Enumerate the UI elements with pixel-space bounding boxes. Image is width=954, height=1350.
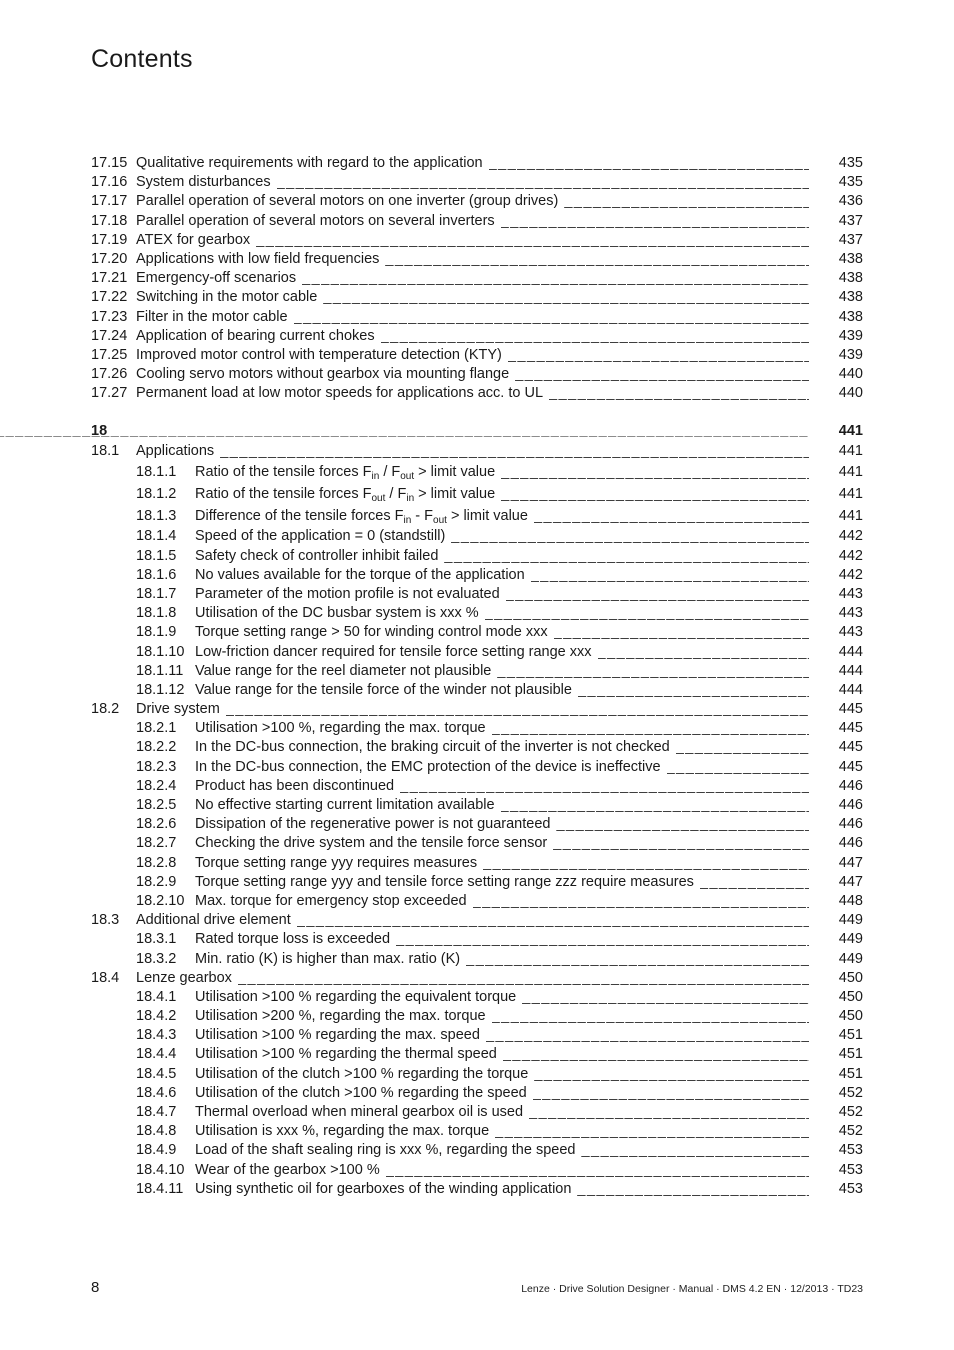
toc-entry-number: 18.2.1 <box>136 720 177 737</box>
toc-entry[interactable] <box>91 643 863 662</box>
title-fragment: > limit value <box>414 486 496 502</box>
toc-entry-number: 18.1.2 <box>136 486 177 502</box>
toc-entry[interactable] <box>91 604 863 623</box>
title-fragment: Difference of the tensile forces F <box>195 508 404 525</box>
toc-entry-number: 18.4.8 <box>136 1123 177 1140</box>
toc-entry[interactable] <box>91 681 863 700</box>
dot-leader <box>501 212 809 231</box>
toc-entry-page[interactable]: 435 <box>838 174 863 191</box>
toc-entry-page[interactable]: 443 <box>838 624 863 641</box>
toc-entry-number: 17.18 <box>91 212 128 229</box>
dot-leader <box>578 681 809 700</box>
dot-leader <box>444 547 809 566</box>
toc-entry[interactable] <box>91 1007 863 1026</box>
toc-entry[interactable] <box>91 1161 863 1180</box>
dot-leader <box>485 604 809 623</box>
dot-leader <box>492 719 809 738</box>
toc-entry-number: 17.16 <box>91 174 128 191</box>
toc-entry[interactable] <box>91 384 863 403</box>
toc-entry-page[interactable]: 436 <box>838 193 863 210</box>
toc-entry-number: 17.19 <box>91 231 128 248</box>
dot-leader <box>381 327 809 346</box>
toc-entry-title: Utilisation >100 %, regarding the max. torque <box>195 720 486 737</box>
toc-entry-number: 18.4.6 <box>136 1084 177 1101</box>
title-fragment: > limit value <box>414 463 496 480</box>
toc-entry-number: 18.2.9 <box>136 873 177 890</box>
toc-entry-number: 18.2.2 <box>136 739 177 756</box>
dot-leader <box>534 505 809 527</box>
toc-entry-title: Min. ratio (K) is higher than max. ratio (K) <box>195 950 461 967</box>
dot-leader <box>529 1103 809 1122</box>
toc-entry-title: Checking the drive system and the tensile force sensor <box>195 835 548 852</box>
toc-entry-page[interactable]: 451 <box>838 1027 863 1044</box>
toc-entry[interactable] <box>91 231 863 250</box>
dot-leader <box>531 566 809 585</box>
toc-entry[interactable] <box>91 623 863 642</box>
toc-entry-number: 18.1.9 <box>136 624 177 641</box>
dot-leader <box>400 777 809 796</box>
toc-entry-number: 18.4.2 <box>136 1008 177 1025</box>
toc-entry-page[interactable]: 444 <box>838 681 863 698</box>
subscript: in <box>406 493 415 504</box>
dot-leader <box>554 623 809 642</box>
toc-entry-page[interactable]: 438 <box>838 289 863 306</box>
toc-entry-number: 17.15 <box>91 155 128 171</box>
toc-entry-page[interactable]: 437 <box>838 212 863 229</box>
dot-leader <box>483 854 809 873</box>
toc-entry-title: Filter in the motor cable <box>136 308 288 325</box>
toc-entry-title: Parallel operation of several motors on several inverters <box>136 212 495 229</box>
toc-entry-page[interactable]: 438 <box>838 270 863 287</box>
toc-entry[interactable] <box>91 873 863 892</box>
toc-entry[interactable] <box>91 950 863 969</box>
toc-entry-number: 18.2.7 <box>136 835 177 852</box>
toc-entry-number: 18.3 <box>91 912 120 929</box>
toc-entry-title: Using synthetic oil for gearboxes of the winding application <box>195 1180 572 1197</box>
toc-entry-title: In the DC-bus connection, the braking circuit of the inverter is not checked <box>195 739 670 756</box>
toc-entry-title: Cooling servo motors without gearbox via mounting flange <box>136 366 510 383</box>
toc-entry[interactable] <box>91 815 863 834</box>
toc-entry-title: Value range for the reel diameter not plausible <box>195 662 492 679</box>
page-number: 8 <box>91 1279 100 1296</box>
toc-entry[interactable] <box>91 566 863 585</box>
toc-entry-page[interactable]: 441 <box>838 442 863 459</box>
toc-entry-title: No values available for the torque of the application <box>195 566 525 583</box>
toc-entry-title: Wear of the gearbox >100 % <box>195 1161 380 1178</box>
dot-leader <box>0 422 809 441</box>
toc-entry-number: 18.4.3 <box>136 1027 177 1044</box>
toc-entry-title: Load of the shaft sealing ring is xxx %, regarding the speed <box>195 1142 576 1159</box>
toc-entry-number: 17.22 <box>91 289 128 306</box>
toc-entry[interactable] <box>91 1122 863 1141</box>
dot-leader <box>238 969 809 988</box>
toc-entry[interactable] <box>91 892 863 911</box>
toc-entry-title <box>195 461 501 483</box>
toc-entry[interactable] <box>91 365 863 384</box>
dot-leader <box>534 1065 809 1084</box>
dot-leader <box>486 1026 809 1045</box>
toc-entry-number: 18.3.2 <box>136 950 177 967</box>
dot-leader <box>226 700 809 719</box>
toc-entry-page[interactable]: 446 <box>838 835 863 852</box>
toc-entry-page[interactable]: 446 <box>838 797 863 813</box>
toc-entry-number: 18.2.5 <box>136 797 177 813</box>
toc-entry-title: Utilisation of the clutch >100 % regarding the speed <box>195 1084 527 1101</box>
toc-entry[interactable] <box>91 154 863 173</box>
dot-leader <box>522 988 809 1007</box>
toc-entry[interactable] <box>91 173 863 192</box>
dot-leader <box>451 527 809 546</box>
page-title: Contents <box>91 44 193 73</box>
toc-entry-page[interactable]: 438 <box>838 308 863 325</box>
toc-entry-number: 18.2.4 <box>136 777 177 794</box>
toc-entry[interactable] <box>91 422 863 441</box>
toc-entry-title: Qualitative requirements with regard to the application <box>136 155 483 171</box>
toc-entry[interactable] <box>91 1065 863 1084</box>
toc-entry[interactable] <box>91 308 863 327</box>
dot-leader <box>577 1180 809 1199</box>
dot-leader <box>508 346 809 365</box>
toc-entry-title: Emergency-off scenarios <box>136 270 297 287</box>
toc-entry-page[interactable]: 439 <box>838 346 863 363</box>
dot-leader <box>598 643 809 662</box>
toc-entry-title: Utilisation >100 % regarding the max. speed <box>195 1027 480 1044</box>
dot-leader <box>302 269 809 288</box>
subscript: out <box>400 470 415 482</box>
toc-entry[interactable] <box>91 547 863 566</box>
footer-text: Lenze · Drive Solution Designer · Manual · DMS 4.2 EN · 12/2013 · TD23 <box>521 1283 863 1295</box>
toc-entry-page[interactable]: 445 <box>838 739 863 756</box>
toc-entry-number: 18.2 <box>91 701 120 718</box>
toc-entry-title <box>195 505 534 527</box>
toc-entry-title: Dissipation of the regenerative power is not guaranteed <box>195 816 551 833</box>
dot-leader <box>581 1141 809 1160</box>
toc-entry-page[interactable]: 444 <box>838 662 863 679</box>
toc-entry[interactable] <box>91 192 863 211</box>
toc-entry[interactable] <box>91 777 863 796</box>
toc-entry-page[interactable]: 447 <box>838 873 863 890</box>
dot-leader <box>506 585 809 604</box>
dot-leader <box>556 815 809 834</box>
toc-entry-number: 18.1.6 <box>136 566 177 583</box>
toc-entry-page[interactable]: 441 <box>838 486 863 502</box>
toc-entry[interactable] <box>91 1103 863 1122</box>
toc-entry-page[interactable]: 441 <box>838 423 863 440</box>
dot-leader <box>667 758 809 777</box>
dot-leader <box>297 911 809 930</box>
dot-leader <box>489 154 809 173</box>
toc-entry-page[interactable]: 440 <box>838 385 863 402</box>
toc-entry-title: Applications <box>136 442 215 459</box>
title-fragment: - F <box>411 508 434 525</box>
toc-entry-page[interactable]: 453 <box>838 1161 863 1178</box>
toc-entry-title: Value range for the tensile force of the winder not plausible <box>195 681 572 698</box>
toc-entry-page[interactable]: 449 <box>838 950 863 967</box>
toc-entry-page[interactable]: 447 <box>838 854 863 871</box>
toc-entry[interactable] <box>91 988 863 1007</box>
toc-entry-title: Additional drive element <box>136 912 291 929</box>
toc-entry-number: 18.1.7 <box>136 585 177 602</box>
toc-entry-page[interactable]: 442 <box>838 528 863 545</box>
toc-entry-title: Improved motor control with temperature detection (KTY) <box>136 346 502 363</box>
toc-entry[interactable] <box>91 969 863 988</box>
toc-entry-page[interactable]: 449 <box>838 912 863 929</box>
toc-entry[interactable] <box>91 796 863 815</box>
toc-entry-page[interactable]: 446 <box>838 816 863 833</box>
dot-leader <box>501 461 809 483</box>
toc-entry-number: 18.1 <box>91 442 120 459</box>
toc-entry-number: 17.20 <box>91 250 128 267</box>
dot-leader <box>473 892 809 911</box>
toc-entry-page[interactable]: 446 <box>838 777 863 794</box>
toc-entry-title: Safety check of controller inhibit failed <box>195 547 439 564</box>
toc-entry-title: ATEX for gearbox <box>136 231 251 248</box>
toc-entry-title: Permanent load at low motor speeds for applications acc. to UL <box>136 385 544 402</box>
toc-entry[interactable] <box>91 758 863 777</box>
dot-leader <box>501 796 809 815</box>
toc-entry-number: 18.1.8 <box>136 605 177 622</box>
toc-entry-title: Torque setting range > 50 for winding control mode xxx <box>195 624 548 641</box>
toc-entry-page[interactable]: 440 <box>838 366 863 383</box>
toc-entry-title: Utilisation >200 %, regarding the max. torque <box>195 1008 486 1025</box>
dot-leader <box>503 1045 809 1064</box>
subscript: out <box>371 493 386 504</box>
toc-entry-number: 18.4.1 <box>136 988 177 1005</box>
toc-entry-page[interactable]: 452 <box>838 1084 863 1101</box>
toc-entry-page[interactable]: 453 <box>838 1142 863 1159</box>
toc-entry-title: Speed of the application = 0 (standstill) <box>195 528 446 545</box>
subscript: out <box>433 515 447 527</box>
dot-leader <box>294 308 809 327</box>
toc-entry-page[interactable]: 449 <box>838 931 863 948</box>
subscript: in <box>371 470 380 482</box>
toc-entry-page[interactable]: 437 <box>838 231 863 248</box>
dot-leader <box>386 1161 809 1180</box>
toc-entry-number: 17.25 <box>91 346 128 363</box>
dot-leader <box>323 288 809 307</box>
toc-entry-number: 17.27 <box>91 385 128 402</box>
toc-entry-page[interactable]: 438 <box>838 250 863 267</box>
toc-entry-title: Product has been discontinued <box>195 777 395 794</box>
toc-entry-page[interactable]: 443 <box>838 605 863 622</box>
dot-leader <box>492 1007 809 1026</box>
toc-entry-page[interactable]: 435 <box>838 155 863 171</box>
toc-entry-number: 17.23 <box>91 308 128 325</box>
toc-entry-number: 18.1.3 <box>136 508 177 525</box>
toc-entry-title: Rated torque loss is exceeded <box>195 931 391 948</box>
toc-entry-page[interactable]: 451 <box>838 1046 863 1063</box>
toc-entry-number: 17.21 <box>91 270 128 287</box>
toc-entry-number: 17.24 <box>91 327 128 344</box>
toc-entry-title: Low-friction dancer required for tensile force setting range xxx <box>195 643 592 660</box>
toc-entry-number: 18.4.10 <box>136 1161 185 1178</box>
toc-entry[interactable] <box>91 585 863 604</box>
toc-entry[interactable] <box>91 1141 863 1160</box>
toc-entry[interactable] <box>91 834 863 853</box>
title-fragment: Ratio of the tensile forces F <box>195 463 372 480</box>
title-fragment: Ratio of the tensile forces F <box>195 486 372 502</box>
toc-entry-title: Torque setting range yyy requires measures <box>195 854 478 871</box>
title-fragment: / F <box>379 463 401 480</box>
toc-entry-title <box>195 483 501 505</box>
toc-entry-number: 18.4.11 <box>136 1180 184 1197</box>
dot-leader <box>495 1122 809 1141</box>
toc-entry[interactable] <box>91 930 863 949</box>
toc-entry[interactable] <box>91 250 863 269</box>
toc-entry-page[interactable]: 452 <box>838 1104 863 1120</box>
toc-entry-page[interactable]: 441 <box>838 508 863 525</box>
toc-entry-number: 18.1.5 <box>136 547 177 564</box>
toc-entry-number: 18.1.12 <box>136 681 185 698</box>
toc-entry-page[interactable]: 442 <box>838 547 863 564</box>
toc-entry-number: 18.3.1 <box>136 931 177 948</box>
dot-leader <box>277 173 809 192</box>
toc-entry-number: 18.1.11 <box>136 662 184 679</box>
toc-entry-title: Parallel operation of several motors on one inverter (group drives) <box>136 193 559 210</box>
toc-entry-title: Utilisation >100 % regarding the thermal speed <box>195 1046 497 1063</box>
toc-entry[interactable] <box>91 288 863 307</box>
toc-entry[interactable] <box>91 1045 863 1064</box>
toc-entry-title: Lenze gearbox <box>136 969 232 986</box>
subscript: in <box>403 515 412 527</box>
toc-entry[interactable] <box>91 854 863 873</box>
toc-entry-title: System disturbances <box>136 174 271 191</box>
toc-entry-page[interactable]: 453 <box>838 1180 863 1197</box>
dot-leader <box>553 834 809 853</box>
dot-leader <box>396 930 809 949</box>
toc-entry-number: 18.4.5 <box>136 1065 177 1082</box>
toc-entry-number: 18.2.8 <box>136 854 177 871</box>
toc-entry-page[interactable]: 439 <box>838 327 863 344</box>
toc-entry[interactable] <box>91 1084 863 1103</box>
dot-leader <box>256 231 809 250</box>
toc-entry[interactable] <box>91 1180 863 1199</box>
toc-entry-number: 18.4.4 <box>136 1046 177 1063</box>
toc-entry-number: 18.2.3 <box>136 758 177 775</box>
toc-entry-page[interactable]: 450 <box>838 1008 863 1025</box>
toc-entry-page[interactable]: 442 <box>838 566 863 583</box>
toc-entry-title: In the DC-bus connection, the EMC protection of the device is ineffective <box>195 758 661 775</box>
toc-entry[interactable] <box>91 527 863 546</box>
dot-leader <box>466 950 809 969</box>
toc-entry[interactable] <box>91 461 863 483</box>
toc-entry[interactable] <box>91 738 863 757</box>
toc-entry-number: 18.2.6 <box>136 816 177 833</box>
toc-entry-number: 18.4.9 <box>136 1142 177 1159</box>
toc-entry-title: Drive system <box>136 701 220 718</box>
toc-entry-title: Application of bearing current chokes <box>136 327 375 344</box>
toc-entry-title: Utilisation >100 % regarding the equivalent torque <box>195 988 517 1005</box>
toc-entry-number: 18.4 <box>91 969 120 986</box>
toc-entry-title: Utilisation of the DC busbar system is xxx % <box>195 605 479 622</box>
toc-entry-number: 18 <box>91 423 108 440</box>
toc-entry-number: 18.2.10 <box>136 892 185 909</box>
header-rule <box>91 108 860 122</box>
toc-entry-page[interactable]: 451 <box>838 1065 863 1082</box>
toc-entry-number: 18.4.7 <box>136 1104 177 1120</box>
toc-entry[interactable] <box>91 327 863 346</box>
toc-entry-title: Parameter of the motion profile is not evaluated <box>195 585 500 602</box>
toc-entry[interactable] <box>91 442 863 461</box>
dot-leader <box>533 1084 809 1103</box>
toc-entry[interactable] <box>91 505 863 527</box>
title-fragment: > limit value <box>446 508 528 525</box>
toc-entry-page[interactable]: 450 <box>838 988 863 1005</box>
table-of-contents <box>91 154 863 1199</box>
toc-entry-number: 18.1.10 <box>136 643 185 660</box>
dot-leader <box>497 662 809 681</box>
toc-entry-number: 17.26 <box>91 366 128 383</box>
toc-entry-page[interactable]: 450 <box>838 969 863 986</box>
title-fragment: / F <box>385 486 407 502</box>
toc-entry-number: 18.1.1 <box>136 463 177 480</box>
toc-entry-page[interactable]: 445 <box>838 701 863 718</box>
toc-entry-page[interactable]: 452 <box>838 1123 863 1140</box>
toc-entry-page[interactable]: 445 <box>838 720 863 737</box>
toc-entry-title: Thermal overload when mineral gearbox oil is used <box>195 1104 524 1120</box>
dot-leader <box>515 365 809 384</box>
toc-entry-number: 17.17 <box>91 193 128 210</box>
dot-leader <box>676 738 809 757</box>
toc-entry[interactable] <box>91 662 863 681</box>
toc-entry[interactable] <box>91 212 863 231</box>
toc-entry[interactable] <box>91 1026 863 1045</box>
toc-entry-title: Switching in the motor cable <box>136 289 318 306</box>
dot-leader <box>564 192 809 211</box>
toc-entry[interactable] <box>91 269 863 288</box>
dot-leader <box>385 250 809 269</box>
toc-entry-page[interactable]: 443 <box>838 585 863 602</box>
toc-entry-title: No effective starting current limitation available <box>195 797 495 813</box>
toc-entry-page[interactable]: 448 <box>838 892 863 909</box>
toc-entry-page[interactable]: 444 <box>838 643 863 660</box>
dot-leader <box>700 873 809 892</box>
dot-leader <box>220 442 809 461</box>
toc-entry-page[interactable]: 445 <box>838 758 863 775</box>
dot-leader <box>549 384 809 403</box>
toc-entry[interactable] <box>91 719 863 738</box>
toc-entry[interactable] <box>91 700 863 719</box>
toc-entry[interactable] <box>91 346 863 365</box>
toc-entry-title: Utilisation of the clutch >100 % regarding the torque <box>195 1065 529 1082</box>
toc-entry-title: Torque setting range yyy and tensile force setting range zzz require measures <box>195 873 694 890</box>
dot-leader <box>501 483 809 505</box>
toc-entry-title: Max. torque for emergency stop exceeded <box>195 892 467 909</box>
toc-entry-number: 18.1.4 <box>136 528 177 545</box>
toc-entry-page[interactable]: 441 <box>838 463 863 480</box>
toc-entry[interactable] <box>91 483 863 505</box>
toc-entry-title: Applications with low field frequencies <box>136 250 380 267</box>
toc-entry-title: Utilisation is xxx %, regarding the max. torque <box>195 1123 490 1140</box>
toc-entry[interactable] <box>91 911 863 930</box>
